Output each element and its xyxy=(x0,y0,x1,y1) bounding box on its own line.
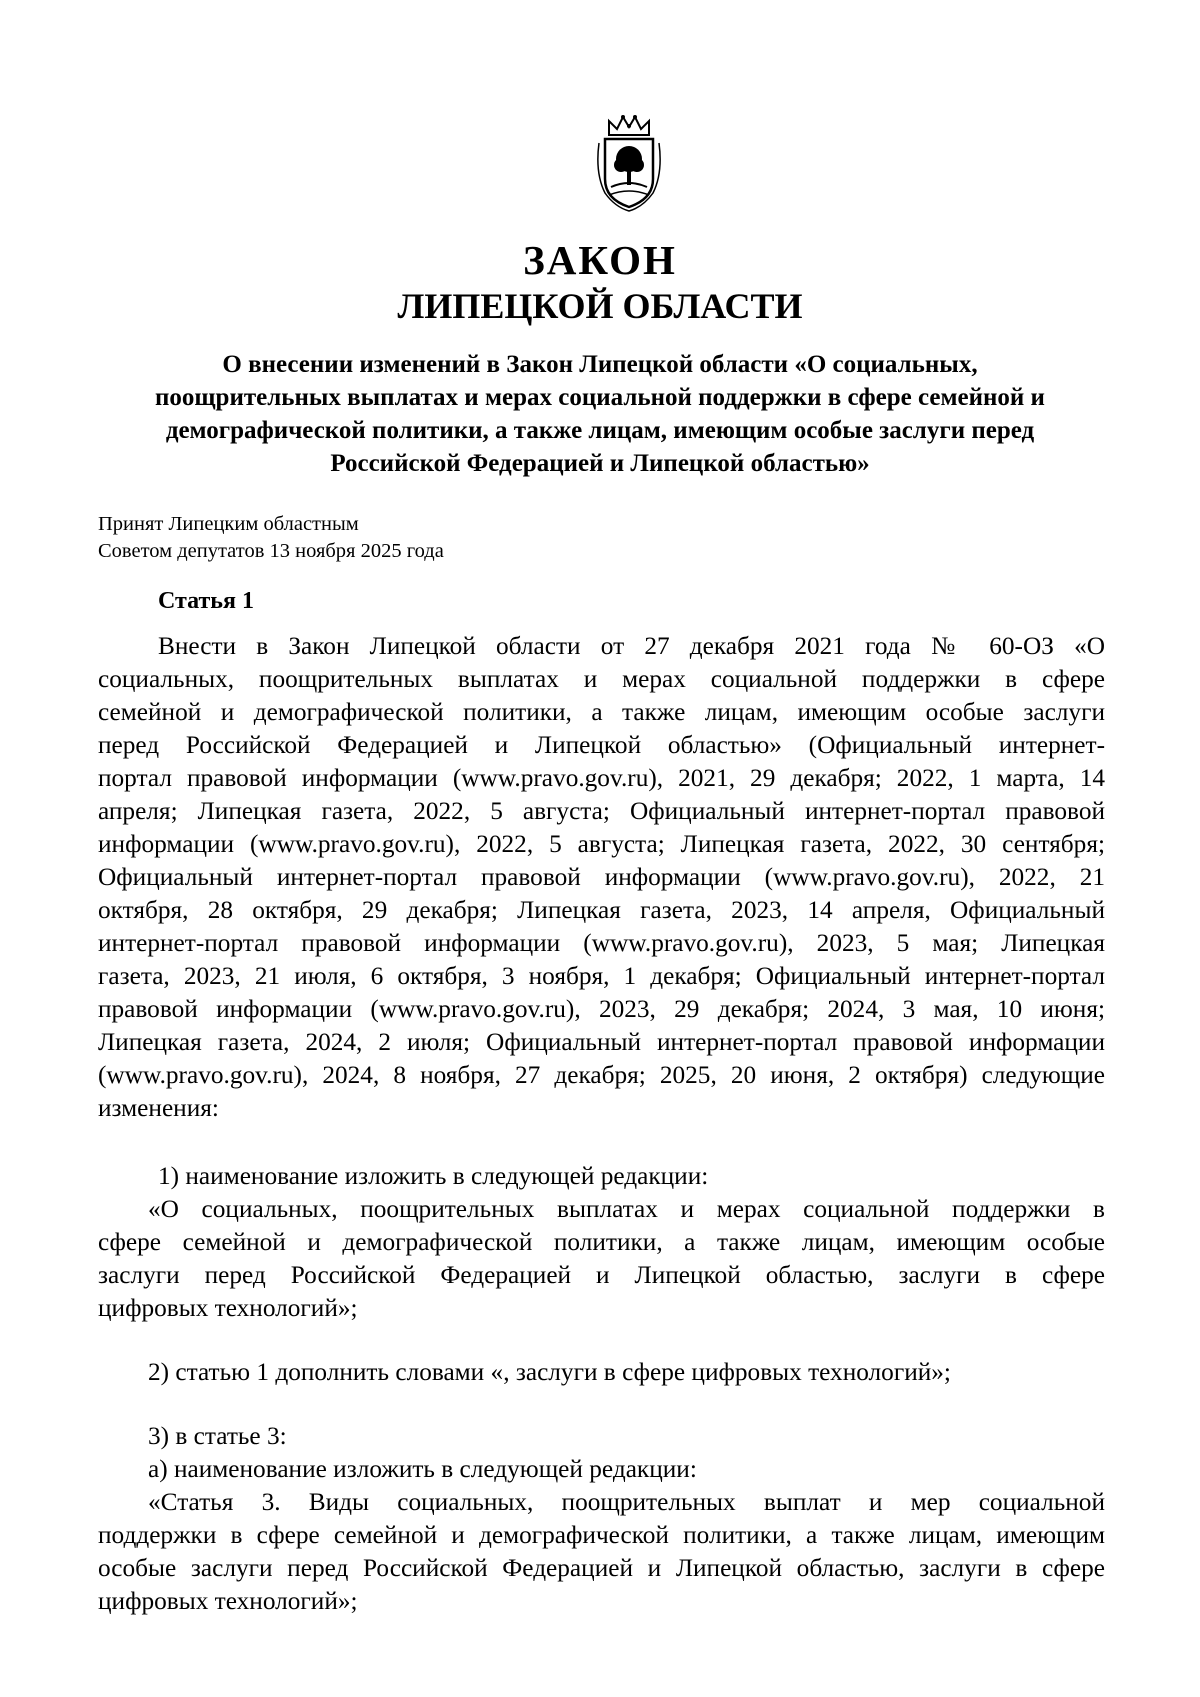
text-line: изменения: xyxy=(98,1094,219,1122)
coat-of-arms-icon xyxy=(593,113,665,213)
text-line: перед Российской Федерацией и Липецкой областью» (Официальный интернет- xyxy=(98,731,1105,759)
item-label: 1) наименование изложить в следующей редакции: xyxy=(158,1162,709,1190)
text-line: сфере семейной и демографической политики, а также лицам, имеющим особые xyxy=(98,1228,1105,1256)
text-line: семейной и демографической политики, а также лицам, имеющим особые заслуги xyxy=(98,698,1105,726)
text-line: «Статья 3. Виды социальных, поощрительных выплат и мер социальной xyxy=(148,1488,1105,1516)
adoption-line: Советом депутатов 13 ноября 2025 года xyxy=(98,540,444,562)
text-line: особые заслуги перед Российской Федерацией и Липецкой областью, заслуги в сфере xyxy=(98,1554,1105,1582)
subject-line: О внесении изменений в Закон Липецкой области «О социальных, xyxy=(222,351,978,378)
intro-paragraph xyxy=(98,630,1105,1125)
subject-line: поощрительных выплатах и мерах социальной поддержки в сфере семейной и xyxy=(155,384,1045,411)
subject-line: демографической политики, а также лицам, имеющим особые заслуги перед xyxy=(165,417,1035,444)
law-subject xyxy=(118,348,1082,480)
text-line: интернет-портал правовой информации (www.pravo.gov.ru), 2023, 5 мая; Липецкая xyxy=(98,929,1105,957)
text-line: Официальный интернет-портал правовой информации (www.pravo.gov.ru), 2022, 21 xyxy=(98,863,1105,891)
item-label: 2) статью 1 дополнить словами «, заслуги в сфере цифровых технологий»; xyxy=(148,1358,951,1386)
text-line: апреля; Липецкая газета, 2022, 5 августа; Официальный интернет-портал правовой xyxy=(98,797,1105,825)
adoption-note xyxy=(98,511,444,565)
text-line: газета, 2023, 21 июля, 6 октября, 3 ноября, 1 декабря; Официальный интернет-портал xyxy=(98,962,1105,990)
text-line: портал правовой информации (www.pravo.gov.ru), 2021, 29 декабря; 2022, 1 марта, 14 xyxy=(98,764,1105,792)
text-line: октября, 28 октября, 29 декабря; Липецкая газета, 2023, 14 апреля, Официальный xyxy=(98,896,1105,924)
amendment-item-2 xyxy=(98,1356,1105,1389)
article-heading: Статья 1 xyxy=(158,588,254,614)
item-label: 3) в статье 3: xyxy=(148,1422,287,1450)
law-region-title: ЛИПЕЦКОЙ ОБЛАСТИ xyxy=(397,286,803,326)
adoption-line: Принят Липецким областным xyxy=(98,513,359,535)
text-line: цифровых технологий»; xyxy=(98,1294,358,1322)
text-line: «О социальных, поощрительных выплатах и мерах социальной поддержки в xyxy=(148,1195,1105,1223)
sub-item-label: а) наименование изложить в следующей редакции: xyxy=(148,1455,697,1483)
text-line: Внести в Закон Липецкой области от 27 декабря 2021 года № 60-ОЗ «О xyxy=(158,632,1105,660)
amendment-item-3 xyxy=(98,1420,1105,1618)
text-line: (www.pravo.gov.ru), 2024, 8 ноября, 27 декабря; 2025, 20 июня, 2 октября) следующие xyxy=(98,1061,1105,1089)
amendment-item-1 xyxy=(98,1160,1105,1325)
text-line: Липецкая газета, 2024, 2 июля; Официальный интернет-портал правовой информации xyxy=(98,1028,1105,1056)
text-line: цифровых технологий»; xyxy=(98,1587,358,1615)
text-line: заслуги перед Российской Федерацией и Липецкой областью, заслуги в сфере xyxy=(98,1261,1105,1289)
text-line: правовой информации (www.pravo.gov.ru), 2023, 29 декабря; 2024, 3 мая, 10 июня; xyxy=(98,995,1105,1023)
text-line: поддержки в сфере семейной и демографической политики, а также лицам, имеющим xyxy=(98,1521,1105,1549)
law-title: ЗАКОН xyxy=(523,237,677,283)
text-line: социальных, поощрительных выплатах и мерах социальной поддержки в сфере xyxy=(98,665,1105,693)
text-line: информации (www.pravo.gov.ru), 2022, 5 августа; Липецкая газета, 2022, 30 сентября; xyxy=(98,830,1105,858)
subject-line: Российской Федерацией и Липецкой областью» xyxy=(330,450,870,477)
